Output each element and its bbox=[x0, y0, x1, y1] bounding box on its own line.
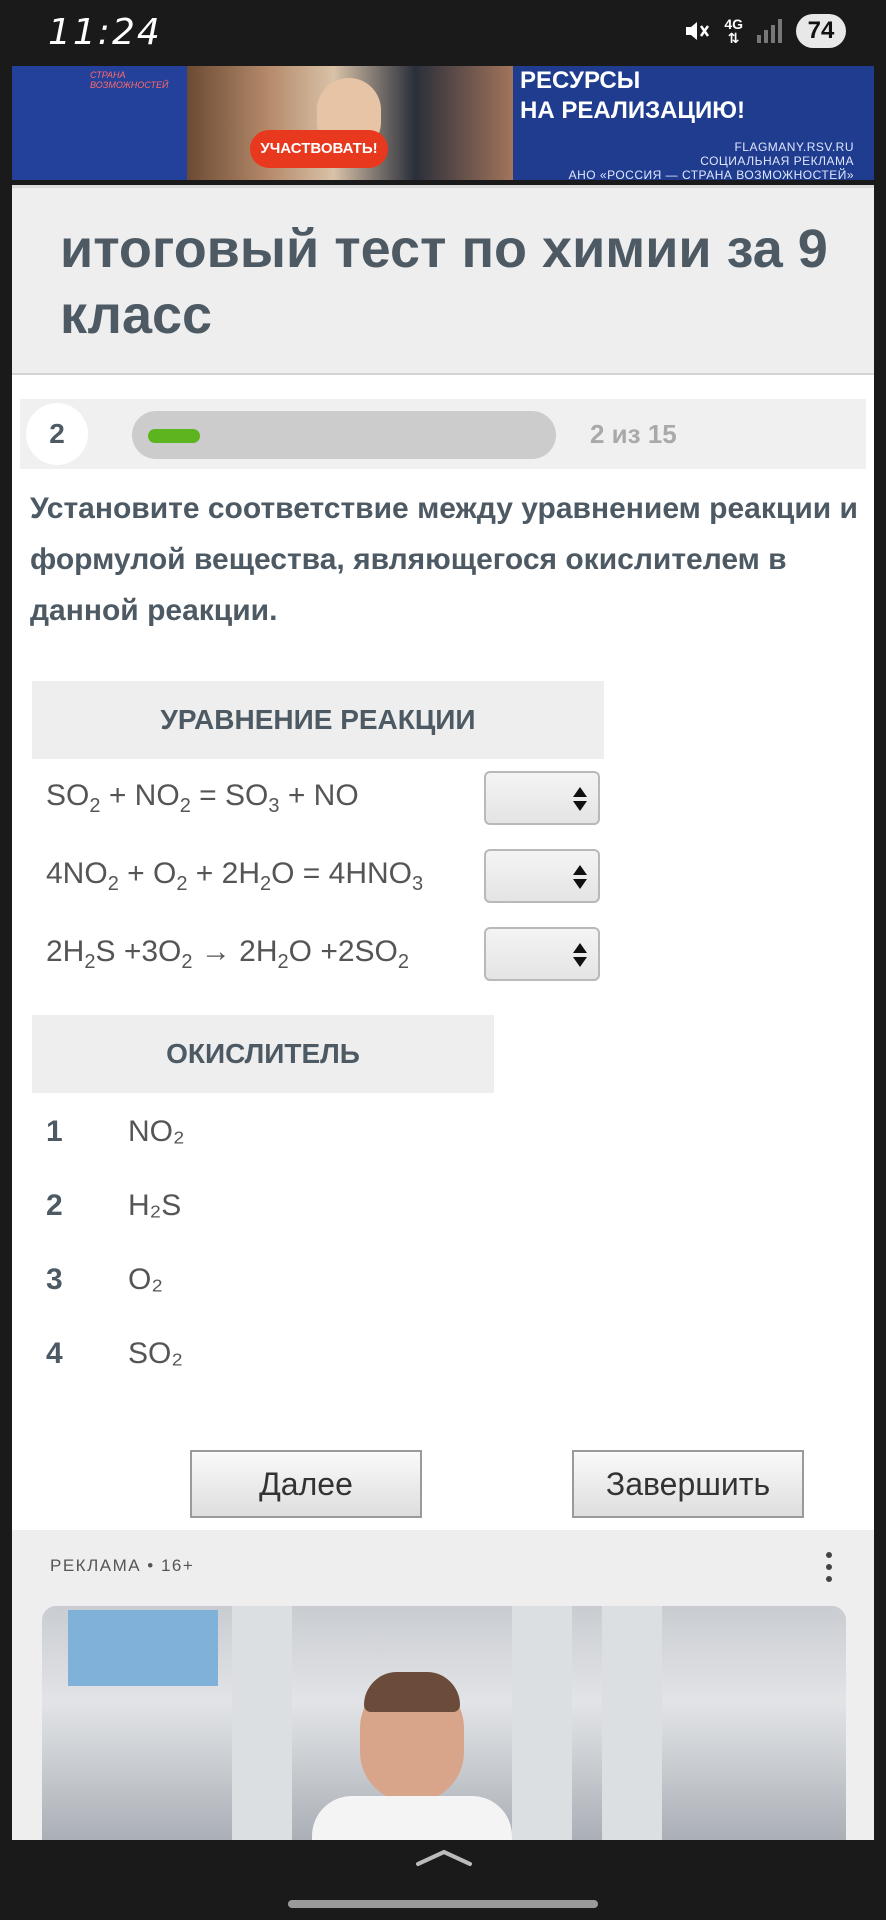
ad-cta-button[interactable]: УЧАСТВОВАТЬ! bbox=[250, 130, 388, 168]
chevron-up-icon[interactable] bbox=[414, 1846, 474, 1868]
status-icons bbox=[682, 14, 846, 48]
battery-indicator: 74 bbox=[796, 14, 846, 48]
ad-photo-column bbox=[232, 1606, 292, 1840]
oxidizer-option-4 bbox=[46, 1331, 446, 1381]
option-number: 4 bbox=[46, 1337, 63, 1370]
oxidizer-option-2 bbox=[46, 1183, 446, 1233]
option-formula: NO₂ bbox=[128, 1115, 185, 1148]
question-counter: 2 из 15 bbox=[590, 419, 677, 449]
select-arrows-icon bbox=[572, 863, 588, 891]
ad-photo-screen bbox=[68, 1610, 218, 1686]
system-nav-bar bbox=[0, 1840, 886, 1920]
ad-person-hair bbox=[364, 1672, 460, 1712]
ad-logo-area bbox=[12, 66, 187, 180]
ad-headline-line1: РЕСУРСЫ bbox=[520, 67, 641, 94]
ad-photo[interactable] bbox=[42, 1606, 846, 1840]
ad-person-body bbox=[312, 1796, 512, 1840]
progress-row bbox=[20, 399, 866, 469]
equation-row-1 bbox=[46, 771, 606, 827]
option-number: 1 bbox=[46, 1115, 63, 1148]
equations-header: УРАВНЕНИЕ РЕАКЦИИ bbox=[32, 681, 604, 759]
status-bar bbox=[0, 0, 886, 66]
select-arrows-icon bbox=[572, 785, 588, 813]
network-type: 4G bbox=[724, 16, 743, 32]
ad-photo bbox=[187, 66, 513, 180]
equation-1: $SO_2 + NO_2 = SO_3$ + NO bbox=[46, 779, 359, 817]
equation-row-2 bbox=[46, 849, 606, 905]
option-formula: O₂ bbox=[128, 1263, 163, 1296]
answer-select-3[interactable] bbox=[484, 927, 600, 981]
ad-label: РЕКЛАМА • 16+ bbox=[50, 1556, 195, 1575]
oxidizer-option-3 bbox=[46, 1257, 446, 1307]
ad-site-url: FLAGMANY.RSV.RU bbox=[734, 140, 854, 154]
option-formula: H₂S bbox=[128, 1189, 182, 1222]
ad-headline-line2: НА РЕАЛИЗАЦИЮ! bbox=[520, 97, 745, 124]
select-arrows-icon bbox=[572, 941, 588, 969]
equation-row-3 bbox=[46, 927, 606, 983]
ad-photo-column bbox=[512, 1606, 572, 1840]
ad-headline bbox=[520, 66, 745, 126]
ad-photo-column bbox=[602, 1606, 662, 1840]
equation-3: $2H_2S +3O_2 \to 2H_2O +2SO_2$ bbox=[46, 935, 409, 973]
ad-org-name: АНО «РОССИЯ — СТРАНА ВОЗМОЖНОСТЕЙ» bbox=[568, 168, 854, 180]
oxidizer-option-1 bbox=[46, 1109, 446, 1159]
option-number: 3 bbox=[46, 1263, 63, 1296]
signal-icon bbox=[757, 19, 782, 43]
next-button[interactable]: Далее bbox=[190, 1450, 422, 1518]
option-formula: SO₂ bbox=[128, 1337, 183, 1370]
title-box bbox=[12, 185, 874, 375]
question-text: Установите соответствие между уравнением реакции и формулой вещества, являющегося окислителем в данной реакции. bbox=[30, 492, 858, 627]
oxidizer-header: ОКИСЛИТЕЛЬ bbox=[32, 1015, 494, 1093]
top-ad-banner[interactable] bbox=[12, 66, 874, 180]
answer-select-2[interactable] bbox=[484, 849, 600, 903]
ad-footer-text bbox=[569, 140, 854, 180]
more-options-icon[interactable] bbox=[824, 1552, 834, 1588]
quiz-page bbox=[12, 185, 874, 1840]
progress-fill bbox=[148, 429, 200, 443]
finish-button[interactable]: Завершить bbox=[572, 1450, 804, 1518]
question-number: 2 bbox=[26, 403, 88, 465]
equation-2: $4NO_2 + O_2 + 2H_2O = 4HNO_3$ bbox=[46, 857, 424, 895]
clock: 11:24 bbox=[48, 12, 162, 53]
gesture-handle[interactable] bbox=[288, 1900, 598, 1908]
ad-social-label: СОЦИАЛЬНАЯ РЕКЛАМА bbox=[700, 154, 854, 168]
page-title: итоговый тест по химии за 9 класс bbox=[60, 219, 828, 345]
ad-logo-text: СТРАНА ВОЗМОЖНОСТЕЙ bbox=[90, 70, 169, 90]
mute-icon bbox=[682, 17, 710, 45]
progress-bar bbox=[132, 411, 556, 459]
answer-select-1[interactable] bbox=[484, 771, 600, 825]
option-number: 2 bbox=[46, 1189, 63, 1222]
bottom-ad[interactable] bbox=[12, 1530, 874, 1840]
network-icon: 4G ⇅ bbox=[724, 16, 743, 46]
